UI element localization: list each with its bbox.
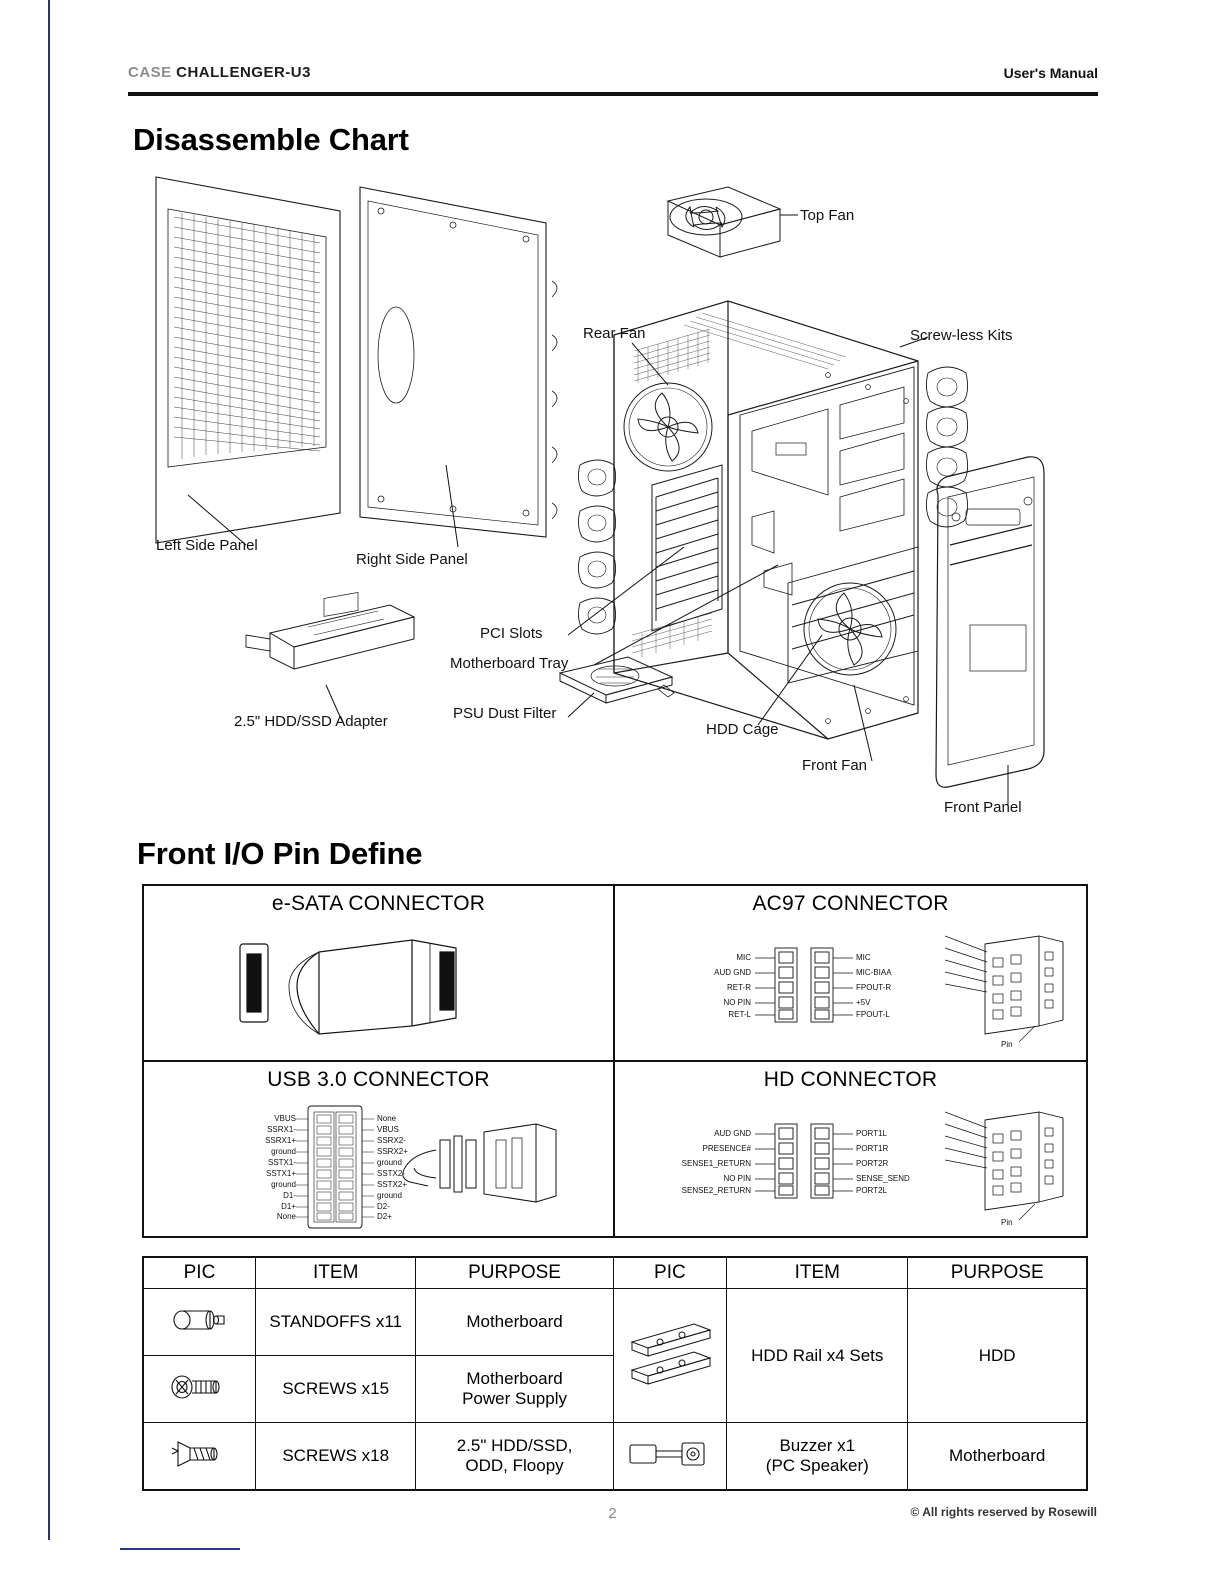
usb30-title: USB 3.0 CONNECTOR xyxy=(267,1068,490,1091)
label-hdd-cage: HDD Cage xyxy=(706,721,779,738)
label-hdd-ssd-adapter: 2.5" HDD/SSD Adapter xyxy=(234,713,388,730)
label-front-fan: Front Fan xyxy=(802,757,868,774)
hd-left-pin-5: SENSE2_RETURN xyxy=(681,1186,751,1195)
standoffs-item: STANDOFFS x11 xyxy=(255,1289,416,1356)
screws18-purpose-line2: ODD, Floopy xyxy=(465,1456,564,1475)
label-motherboard-tray: Motherboard Tray xyxy=(450,655,569,672)
page-header xyxy=(128,64,1098,94)
header-case-label: CASE xyxy=(128,64,172,81)
usb-right-pin-10: D2+ xyxy=(377,1212,392,1221)
buzzer-purpose: Motherboard xyxy=(908,1423,1087,1491)
header-pic-left: PIC xyxy=(143,1257,255,1289)
ac97-left-pin-3: RET-R xyxy=(727,983,751,992)
front-io-pin-define-title: Front I/O Pin Define xyxy=(137,836,423,871)
ac97-diagram-cell xyxy=(615,922,1086,1062)
usb-right-pin-7: SSTX2+ xyxy=(377,1180,408,1189)
copyright-notice: © All rights reserved by Rosewill xyxy=(910,1505,1097,1519)
usb-left-pin-10: None xyxy=(276,1212,296,1221)
usb-right-pin-8: ground xyxy=(377,1191,402,1200)
standoff-icon xyxy=(143,1289,255,1356)
label-top-fan: Top Fan xyxy=(800,207,855,224)
header-item-right: ITEM xyxy=(727,1257,908,1289)
usb-right-pin-2: VBUS xyxy=(377,1125,399,1134)
hdd-rail-item: HDD Rail x4 Sets xyxy=(727,1289,908,1423)
hd-pin-note: Pin xyxy=(1001,1218,1013,1227)
ac97-left-pin-1: MIC xyxy=(736,953,751,962)
hd-right-pin-3: PORT2R xyxy=(856,1159,889,1168)
esata-connector-svg xyxy=(144,922,614,1062)
screws18-purpose xyxy=(416,1423,613,1491)
header-purpose-right: PURPOSE xyxy=(908,1257,1087,1289)
usb-left-pin-2: SSRX1- xyxy=(267,1125,296,1134)
buzzer-item xyxy=(727,1423,908,1491)
header-rule xyxy=(128,92,1098,96)
usb-right-pin-4: SSRX2+ xyxy=(377,1147,408,1156)
ac97-left-pin-4: NO PIN xyxy=(723,998,751,1007)
screws15-purpose xyxy=(416,1356,613,1423)
pin-body-row-2 xyxy=(144,1098,1086,1238)
header-item-left: ITEM xyxy=(255,1257,416,1289)
header-purpose-left: PURPOSE xyxy=(416,1257,613,1289)
ac97-right-pin-3: FPOUT-R xyxy=(856,983,892,992)
usb-right-pin-3: SSRX2- xyxy=(377,1136,406,1145)
label-left-side-panel: Left Side Panel xyxy=(156,537,258,554)
hd-title: HD CONNECTOR xyxy=(763,1068,938,1091)
screw-flat-svg xyxy=(164,1438,234,1470)
label-psu-dust-filter: PSU Dust Filter xyxy=(453,705,557,722)
binding-line-bottom xyxy=(120,1548,240,1550)
pin-header-row-1 xyxy=(144,886,1086,922)
buzzer-icon xyxy=(613,1423,727,1491)
hd-right-pin-1: PORT1L xyxy=(856,1129,887,1138)
screw-round-svg xyxy=(164,1372,234,1402)
label-rear-fan: Rear Fan xyxy=(583,325,646,342)
usb-left-pin-7: ground xyxy=(271,1180,296,1189)
screws18-item: SCREWS x18 xyxy=(255,1423,416,1491)
ac97-right-pin-4: +5V xyxy=(856,998,871,1007)
disassemble-diagram xyxy=(128,165,1098,825)
ac97-title-cell xyxy=(615,886,1086,922)
usb-right-pin-9: D2- xyxy=(377,1202,390,1211)
hd-diagram-cell xyxy=(615,1098,1086,1238)
accessories-table xyxy=(142,1256,1088,1491)
hdd-rail-icon xyxy=(613,1289,727,1423)
screws15-purpose-line1: Motherboard xyxy=(466,1369,563,1388)
hd-right-pin-5: PORT2L xyxy=(856,1186,887,1195)
esata-title: e-SATA CONNECTOR xyxy=(271,892,486,915)
ac97-left-pin-5: RET-L xyxy=(728,1010,751,1019)
usb-left-pin-4: ground xyxy=(271,1147,296,1156)
header-manual-label: User's Manual xyxy=(1003,65,1098,81)
header-pic-right: PIC xyxy=(613,1257,727,1289)
ac97-right-pin-5: FPOUT-L xyxy=(856,1010,890,1019)
usb-right-pin-6: SSTX2- xyxy=(377,1169,406,1178)
label-screwless-kits: Screw-less Kits xyxy=(910,327,1013,344)
ac97-pin-note: Pin xyxy=(1001,1040,1013,1049)
screws15-purpose-line2: Power Supply xyxy=(462,1389,567,1408)
usb-left-pin-1: VBUS xyxy=(274,1114,296,1123)
usb-left-pin-5: SSTX1- xyxy=(267,1158,296,1167)
ac97-right-pin-2: MIC-BIAA xyxy=(856,968,892,977)
esata-title-cell xyxy=(144,886,615,922)
screw-round-icon xyxy=(143,1356,255,1423)
header-model: CHALLENGER-U3 xyxy=(176,64,311,81)
pin-header-row-2 xyxy=(144,1062,1086,1098)
label-pci-slots: PCI Slots xyxy=(480,625,543,642)
label-right-side-panel: Right Side Panel xyxy=(356,551,468,568)
screws18-purpose-line1: 2.5" HDD/SSD, xyxy=(456,1436,573,1455)
ac97-title: AC97 CONNECTOR xyxy=(752,892,949,915)
usb-right-pin-5: ground xyxy=(377,1158,402,1167)
hd-connector-svg xyxy=(615,1098,1085,1238)
hdd-rail-purpose: HDD xyxy=(908,1289,1087,1423)
table-row xyxy=(143,1289,1087,1356)
usb-right-pin-1: None xyxy=(377,1114,397,1123)
hd-left-pin-3: SENSE1_RETURN xyxy=(681,1159,751,1168)
hd-left-pin-2: PRESENCE# xyxy=(702,1144,751,1153)
buzzer-svg xyxy=(624,1437,716,1471)
hd-left-pin-1: AUD GND xyxy=(714,1129,751,1138)
pin-body-row-1 xyxy=(144,922,1086,1062)
hd-right-pin-4: SENSE_SEND xyxy=(856,1174,910,1183)
screws15-item: SCREWS x15 xyxy=(255,1356,416,1423)
ac97-right-pin-1: MIC xyxy=(856,953,871,962)
label-front-panel: Front Panel xyxy=(944,799,1022,816)
usb-left-pin-8: D1- xyxy=(283,1191,296,1200)
hd-left-pin-4: NO PIN xyxy=(723,1174,751,1183)
usb-left-pin-6: SSTX1+ xyxy=(265,1169,296,1178)
usb30-diagram-cell xyxy=(144,1098,615,1238)
accessories-header-row xyxy=(143,1257,1087,1289)
hd-title-cell xyxy=(615,1062,1086,1098)
binding-line-left xyxy=(48,0,50,1540)
ac97-connector-svg xyxy=(615,922,1085,1062)
usb-left-pin-3: SSRX1+ xyxy=(265,1136,296,1145)
disassemble-chart-title: Disassemble Chart xyxy=(133,122,409,157)
hdd-rail-svg xyxy=(624,1316,716,1390)
esata-diagram-cell xyxy=(144,922,615,1062)
standoff-svg xyxy=(164,1305,234,1335)
usb30-title-cell xyxy=(144,1062,615,1098)
hd-right-pin-2: PORT1R xyxy=(856,1144,889,1153)
usb-left-pin-9: D1+ xyxy=(281,1202,296,1211)
ac97-left-pin-2: AUD GND xyxy=(714,968,751,977)
screw-flat-icon xyxy=(143,1423,255,1491)
table-row xyxy=(143,1423,1087,1491)
buzzer-item-line1: Buzzer x1 xyxy=(779,1436,856,1455)
pin-define-table xyxy=(142,884,1088,1238)
standoffs-purpose: Motherboard xyxy=(416,1289,613,1356)
page-number: 2 xyxy=(608,1505,617,1522)
buzzer-item-line2: (PC Speaker) xyxy=(765,1456,869,1475)
